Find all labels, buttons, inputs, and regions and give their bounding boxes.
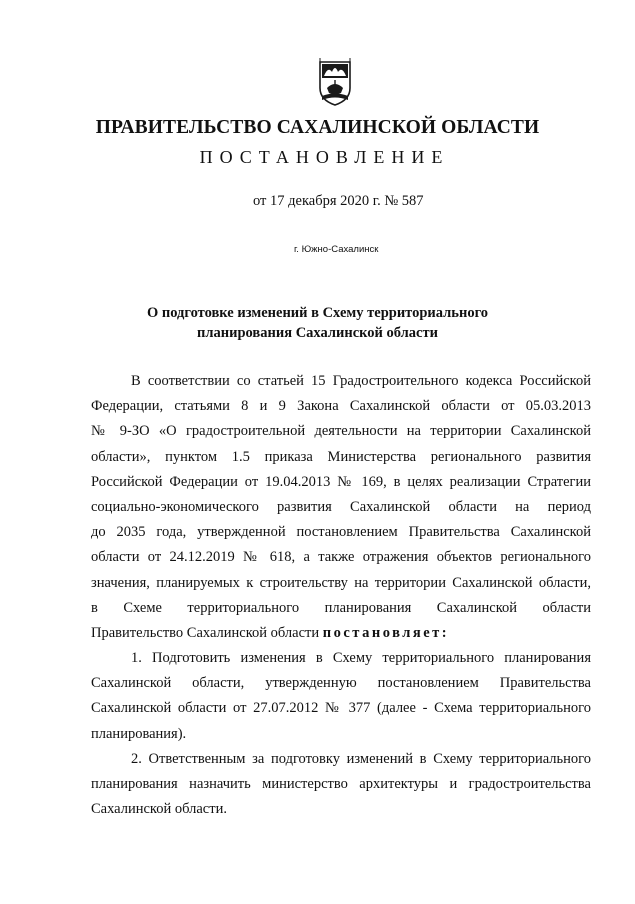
body-line: значения, планируемых к строительству на территории Сахалинской области, [91, 574, 591, 591]
body-line: № 9-ЗО «О градостроительной деятельности на территории Сахалинской [91, 423, 591, 440]
body-line: в Схеме территориального планирования Сахалинской области [91, 599, 591, 616]
subject-line: О подготовке изменений в Схему территориального [146, 305, 489, 321]
item-2-line: планирования назначить министерство архитектуры и градостроительства [91, 776, 591, 792]
document-body [91, 369, 591, 822]
resolution-keyword: постановляет: [322, 624, 450, 641]
item-1-line: планирования). [91, 725, 187, 742]
document-type: ПОСТАНОВЛЕНИЕ [199, 147, 450, 167]
body-line: Федерации, статьями 8 и 9 Закона Сахалинской области от 05.03.2013 [91, 398, 591, 415]
item-1-line: Сахалинской области, утвержденную постановлением Правительства [91, 675, 591, 692]
item-2-line: 2. Ответственным за подготовку изменений в Схему территориального [131, 750, 591, 767]
subject-line: планирования Сахалинской области [197, 325, 438, 341]
body-line: области от 24.12.2019 № 618, а также отражения объектов регионального [91, 549, 591, 566]
body-line: В соответствии со статьей 15 Градостроительного кодекса Российской [131, 373, 591, 389]
resolution-prefix: Правительство Сахалинской области [91, 624, 323, 641]
item-1-line: Сахалинской области от 27.07.2012 № 377 (далее - Схема территориального [91, 700, 591, 717]
document-date-number: от 17 декабря 2020 г. № 587 [253, 193, 424, 209]
body-line-resolution [91, 621, 591, 646]
body-line: социально-экономического развития Сахалинской области на период [91, 498, 591, 515]
body-line: области», пунктом 1.5 приказа Министерства регионального развития [91, 448, 591, 465]
government-title: ПРАВИТЕЛЬСТВО САХАЛИНСКОЙ ОБЛАСТИ [95, 117, 540, 138]
body-line: до 2035 года, утвержденной постановлением Правительства Сахалинской [91, 524, 591, 541]
item-2-line: Сахалинской области. [91, 801, 227, 818]
document-subject [0, 303, 635, 343]
coat-of-arms-icon [318, 58, 352, 106]
item-1-line: 1. Подготовить изменения в Схему территориального планирования [131, 650, 591, 667]
body-line: Российской Федерации от 19.04.2013 № 169, в целях реализации Стратегии [91, 473, 591, 490]
document-city: г. Южно-Сахалинск [294, 244, 379, 255]
